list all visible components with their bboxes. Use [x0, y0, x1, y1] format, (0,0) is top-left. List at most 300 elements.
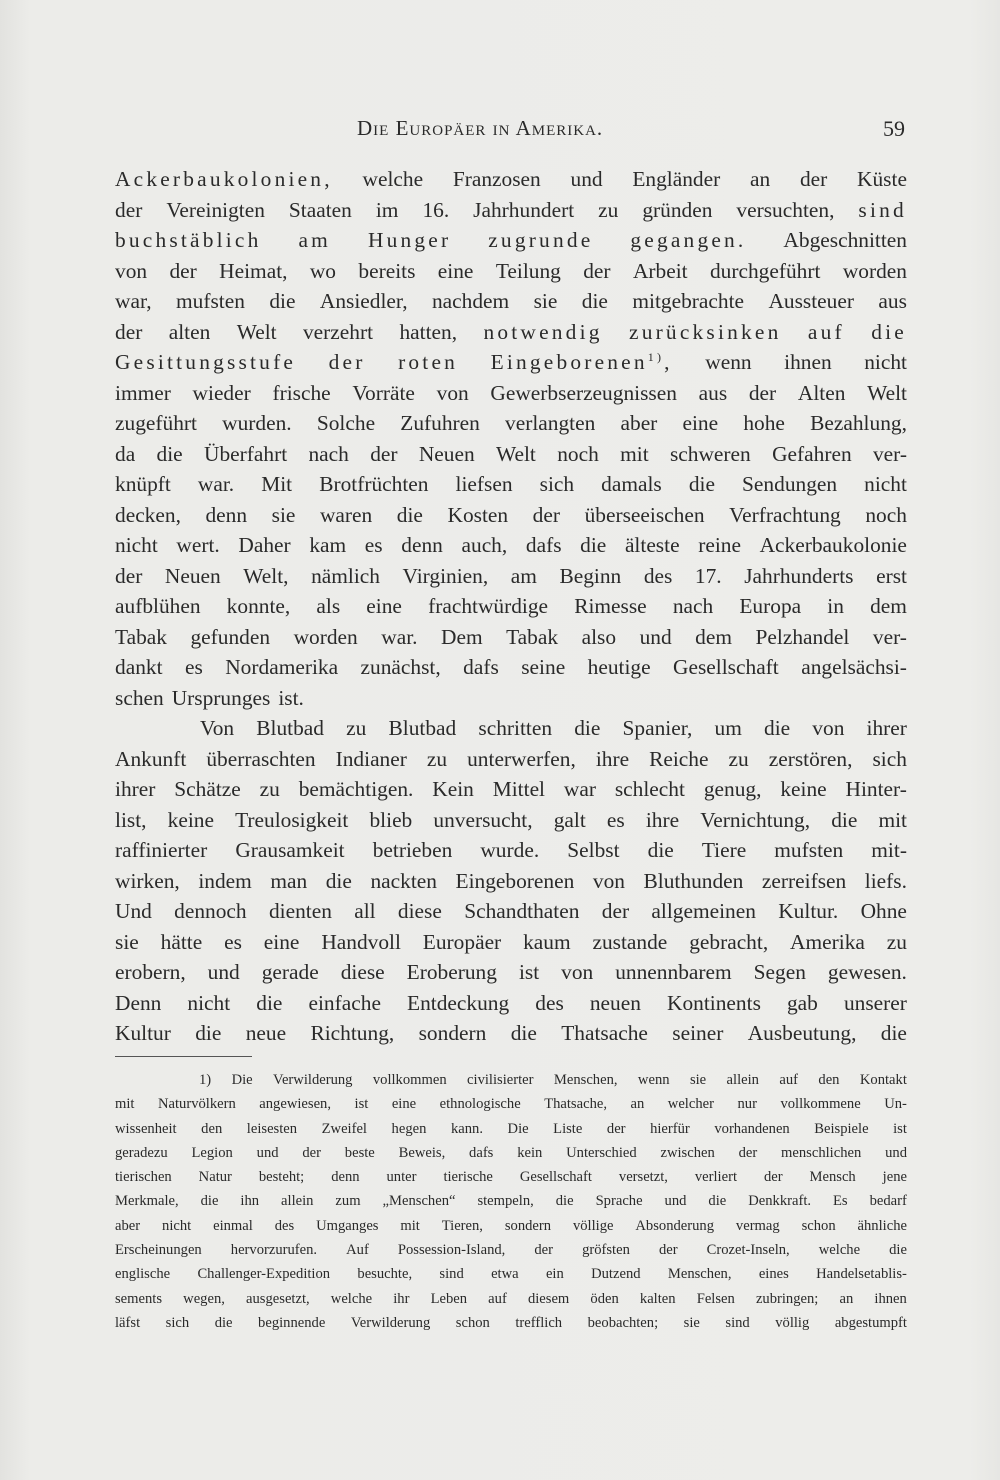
- word: den: [201, 1120, 223, 1137]
- word: vermag: [735, 1217, 780, 1234]
- word: Blutbad: [388, 716, 457, 740]
- word: sich: [872, 746, 907, 771]
- word: Jahrhunderts: [744, 563, 854, 588]
- word: Virginien,: [402, 563, 489, 588]
- word: Vereinigten: [166, 197, 265, 222]
- word: sondern: [504, 1217, 552, 1234]
- word: der: [115, 563, 143, 588]
- word: von: [592, 868, 625, 893]
- word: der: [658, 1242, 678, 1259]
- footnote-line: [115, 1214, 907, 1238]
- word: von: [115, 258, 148, 283]
- word: sie: [271, 502, 296, 527]
- paragraph2-line: [115, 896, 907, 927]
- word: Thatsache: [561, 1021, 648, 1045]
- word: ist.: [278, 685, 304, 710]
- word: sind: [439, 1266, 464, 1283]
- word: nach: [672, 594, 714, 618]
- word: eine: [437, 258, 474, 283]
- paragraph2-line: [115, 774, 907, 805]
- word: auf: [488, 1290, 507, 1307]
- paragraph2-line: [115, 957, 907, 988]
- word: wo: [309, 258, 337, 283]
- paragraph2-line: [115, 835, 907, 866]
- word: Eingeborenen$^{1)}$,: [490, 349, 673, 374]
- word: sind: [725, 1314, 750, 1331]
- word: Solche: [316, 411, 376, 435]
- word: die: [396, 502, 423, 527]
- footnote-line: [115, 1141, 907, 1165]
- paragraph-ackerbaukolonien: [115, 164, 907, 713]
- word: schon: [801, 1217, 836, 1234]
- word: Unterschied: [566, 1144, 637, 1161]
- word: der: [799, 167, 828, 191]
- page-number: 59: [883, 116, 905, 141]
- word: Denkkraft.: [748, 1193, 812, 1210]
- word: Handvoll: [321, 929, 401, 954]
- word: waren: [319, 502, 373, 527]
- word: Ansiedler,: [319, 289, 408, 313]
- word: Heimat,: [219, 258, 288, 283]
- word: menschlichen: [781, 1144, 862, 1161]
- word: es: [606, 807, 625, 832]
- word: blieb: [369, 807, 413, 832]
- word: ihrer: [115, 777, 156, 801]
- word: die: [764, 716, 791, 740]
- paragraph1-line: [115, 591, 907, 622]
- word: eine: [391, 1096, 417, 1113]
- word: knüpft: [115, 472, 171, 496]
- paragraph1-line: [115, 164, 907, 195]
- word: Entdeckung: [407, 990, 510, 1015]
- word: in: [827, 594, 844, 618]
- word: Jahrhundert: [473, 197, 575, 222]
- word: die: [880, 1021, 907, 1045]
- word: noch: [865, 502, 907, 527]
- word: leisesten: [246, 1120, 298, 1137]
- word: schen: [115, 685, 164, 710]
- word: schweren: [669, 441, 751, 466]
- word: Spanier,: [622, 716, 693, 740]
- word: Kontakt: [859, 1072, 907, 1088]
- word: an: [839, 1290, 854, 1307]
- word: der: [169, 258, 197, 283]
- word: Verfrachtung: [729, 502, 841, 527]
- word: nicht: [864, 472, 907, 496]
- word: sich: [539, 472, 575, 496]
- word: zum: [335, 1193, 361, 1210]
- word: wenn: [705, 350, 752, 374]
- word: Teilung: [495, 258, 561, 283]
- word: da: [115, 441, 136, 466]
- word: zurücksinken: [629, 319, 782, 344]
- word: Überfahrt: [204, 441, 288, 466]
- word: die: [580, 533, 607, 557]
- word: Rimesse: [574, 594, 647, 618]
- word: zugrunde: [488, 228, 594, 252]
- word: hervorzurufen.: [230, 1242, 318, 1259]
- word: angewiesen,: [259, 1096, 332, 1113]
- word: Dutzend: [591, 1266, 641, 1283]
- word: dankt: [115, 655, 163, 679]
- word: Neuen: [164, 563, 221, 588]
- page-header: [115, 116, 907, 146]
- word: eines: [758, 1266, 789, 1283]
- word: Erscheinungen: [115, 1242, 202, 1259]
- word: gründen: [642, 197, 713, 222]
- word: mit-: [871, 838, 907, 862]
- word: Possession-Island,: [397, 1242, 506, 1259]
- word: Nordamerika: [225, 655, 339, 679]
- word: die: [831, 807, 858, 832]
- word: Thatsache,: [544, 1096, 607, 1113]
- word: erobern,: [115, 960, 186, 984]
- word: Reiche: [649, 746, 709, 771]
- word: von: [812, 716, 845, 740]
- word: Eingeborenen: [455, 868, 575, 893]
- footnote-line: [115, 1117, 907, 1141]
- word: Segen: [753, 960, 806, 984]
- word: und: [639, 624, 672, 649]
- word: immer: [115, 380, 171, 405]
- word: von: [561, 960, 594, 984]
- word: die: [889, 1242, 907, 1259]
- word: durchgeführt: [709, 258, 821, 283]
- word: der: [532, 502, 560, 527]
- word: sie: [115, 929, 139, 954]
- word: Tiere: [701, 838, 747, 862]
- word: der: [583, 258, 611, 283]
- word: älteste: [624, 533, 680, 557]
- footnote-separator: [115, 1056, 252, 1057]
- word: und: [885, 1144, 907, 1161]
- word: ähnliche: [857, 1217, 907, 1234]
- word: Ackerbaukolonien,: [115, 167, 333, 191]
- word: wurden.: [222, 411, 292, 435]
- word: Ausbeutung,: [747, 1021, 857, 1045]
- word: genug,: [703, 777, 762, 801]
- word: die: [269, 289, 296, 313]
- paragraph1-line: [115, 256, 907, 287]
- word: gerade: [261, 960, 319, 984]
- word: nämlich: [311, 563, 380, 588]
- word: um: [714, 716, 742, 740]
- word: aus: [878, 289, 907, 313]
- word: dem: [695, 624, 732, 649]
- word: also: [581, 624, 617, 649]
- footnote-line: [115, 1189, 907, 1213]
- word: auf: [807, 319, 845, 344]
- word: war,: [115, 289, 152, 313]
- word: Ohne: [860, 899, 907, 923]
- word: tierische: [443, 1169, 493, 1186]
- word: des: [643, 563, 673, 588]
- word: Gesellschaft: [673, 655, 779, 679]
- word: Zufuhren: [400, 411, 480, 435]
- word: war: [563, 777, 596, 801]
- word: einfache: [308, 990, 381, 1015]
- word: vollkommen: [372, 1072, 447, 1088]
- footnote-reference: 1): [647, 349, 665, 364]
- word: Verwilderung: [273, 1072, 353, 1088]
- word: Europäer: [422, 929, 502, 954]
- word: Abgeschnitten: [783, 228, 907, 252]
- footnote-block: [115, 1068, 907, 1335]
- paragraph1-line: [115, 225, 907, 256]
- footnote-line: [115, 1262, 907, 1286]
- word: zwischen: [660, 1144, 715, 1161]
- word: Tabak: [115, 624, 167, 649]
- word: der: [601, 899, 630, 923]
- word: hätte: [160, 929, 203, 954]
- word: man: [270, 868, 308, 893]
- word: gebracht,: [689, 929, 769, 954]
- word: schritten: [478, 716, 553, 740]
- word: ihrer: [866, 716, 907, 740]
- word: nach: [308, 441, 349, 466]
- word: der: [370, 441, 398, 466]
- paragraph2-line: [115, 1018, 907, 1049]
- word: diese: [397, 899, 442, 923]
- word: verzehrt: [302, 319, 374, 344]
- word: dienten: [268, 899, 332, 923]
- word: war.: [381, 624, 418, 649]
- word: die: [581, 289, 608, 313]
- word: denn: [401, 533, 443, 557]
- word: Schandthaten: [464, 899, 580, 923]
- word: bereits: [358, 258, 416, 283]
- paragraph2-line: [115, 744, 907, 775]
- footnote-line: [115, 1165, 907, 1189]
- word: die: [871, 319, 907, 344]
- word: liefsen: [455, 472, 513, 496]
- word: Engländer: [632, 167, 721, 191]
- word: ethnologische: [439, 1096, 521, 1113]
- word: gab: [786, 990, 818, 1015]
- running-title: Die Europäer in Amerika.: [357, 116, 604, 140]
- word: Gefahren: [772, 441, 852, 466]
- word: wert.: [176, 533, 220, 557]
- word: an: [750, 167, 771, 191]
- word: schon: [455, 1314, 490, 1331]
- word: welche: [818, 1242, 861, 1259]
- word: wieder: [192, 380, 251, 405]
- word: Blutbad: [256, 716, 324, 740]
- word: der: [738, 1144, 758, 1161]
- word: sind: [858, 197, 907, 222]
- word: überraschten: [206, 746, 316, 771]
- word: trefflich: [515, 1314, 563, 1331]
- word: worden: [842, 258, 907, 283]
- word: mit: [878, 807, 907, 832]
- word: Staaten: [288, 197, 352, 222]
- word: neue: [245, 1021, 287, 1045]
- word: und: [570, 167, 603, 191]
- word: sie: [533, 289, 558, 313]
- paragraph1-line: [115, 530, 907, 561]
- word: alten: [168, 319, 211, 344]
- word: öden: [590, 1290, 619, 1307]
- word: und: [256, 1144, 279, 1161]
- word: aus: [698, 380, 728, 405]
- word: zu: [426, 746, 448, 771]
- paragraph1-line: [115, 378, 907, 409]
- word: es: [224, 929, 242, 954]
- word: frachtwürdige: [428, 594, 549, 618]
- word: Naturvölkern: [157, 1096, 236, 1113]
- paragraph-blutbad: [115, 713, 907, 1049]
- word: die: [195, 1021, 222, 1045]
- word: Eroberung: [406, 960, 497, 984]
- word: Die: [231, 1072, 253, 1088]
- word: welcher: [667, 1096, 714, 1113]
- word: versuchten,: [736, 197, 835, 222]
- word: welche: [330, 1290, 373, 1307]
- word: frische: [272, 380, 331, 405]
- word: aber: [620, 411, 658, 435]
- word: eine: [263, 929, 300, 954]
- word: allein: [281, 1193, 314, 1210]
- word: zugeführt: [115, 411, 197, 435]
- word: Schätze: [174, 777, 241, 801]
- word: Challenger-Expedition: [197, 1266, 331, 1283]
- word: Und: [115, 899, 152, 923]
- word: angelsächsi-: [801, 655, 907, 679]
- footnote-line: [115, 1092, 907, 1116]
- word: nicht: [864, 350, 907, 374]
- word: der: [115, 197, 143, 222]
- word: wissenheit: [115, 1120, 177, 1137]
- word: kam: [309, 533, 347, 557]
- word: sich: [165, 1314, 190, 1331]
- word: verlangten: [505, 411, 596, 435]
- paragraph2-line: [115, 988, 907, 1019]
- word: am: [510, 563, 537, 588]
- word: welche: [362, 167, 424, 191]
- word: bedarf: [869, 1193, 907, 1210]
- word: zerreifsen: [761, 868, 847, 893]
- word: Vorräte: [352, 380, 415, 405]
- word: denn: [205, 502, 248, 527]
- word: Sprache: [595, 1193, 643, 1210]
- word: ihnen: [784, 350, 832, 374]
- word: Sendungen: [742, 472, 838, 496]
- word: der: [328, 350, 366, 374]
- word: 17.: [694, 563, 722, 588]
- paragraph1-line: [115, 195, 907, 226]
- word: dafs: [463, 655, 499, 679]
- word: dafs: [469, 1144, 494, 1161]
- word: Gesellschaft: [519, 1169, 592, 1186]
- word: notwendig: [483, 319, 603, 344]
- word: ihnen: [874, 1290, 907, 1307]
- word: des: [274, 1217, 295, 1234]
- word: Küste: [857, 167, 907, 191]
- word: zustande: [592, 929, 668, 954]
- word: nicht: [162, 1217, 192, 1234]
- word: hohe: [743, 411, 785, 435]
- word: auch,: [461, 533, 508, 557]
- word: überseeischen: [584, 502, 705, 527]
- word: Ursprunges: [171, 685, 271, 710]
- word: und: [664, 1193, 687, 1210]
- word: Zweifel: [321, 1120, 367, 1137]
- word: nicht: [115, 533, 158, 557]
- word: Vernichtung,: [700, 807, 811, 832]
- word: Ackerbaukolonie: [759, 533, 907, 557]
- word: Natur: [198, 1169, 232, 1186]
- word: Handelsetablis-: [816, 1266, 907, 1283]
- word: Aussteuer: [768, 289, 854, 313]
- word: galt: [553, 807, 586, 832]
- word: Hinter-: [845, 777, 907, 801]
- word: der: [302, 1144, 321, 1161]
- word: decken,: [115, 502, 181, 527]
- word: neuen: [589, 990, 641, 1015]
- word: war.: [197, 472, 235, 496]
- word: Grausamkeit: [235, 838, 345, 862]
- word: unversucht,: [433, 807, 533, 832]
- word: civilisierter: [467, 1072, 534, 1088]
- word: stempeln,: [477, 1193, 534, 1210]
- word: aber: [115, 1217, 141, 1234]
- word: läfst: [115, 1314, 141, 1331]
- word: vorhandenen: [714, 1120, 790, 1137]
- word: reine: [698, 533, 741, 557]
- word: etwa: [491, 1266, 519, 1283]
- word: besteht;: [258, 1169, 305, 1186]
- word: ein: [545, 1266, 564, 1283]
- word: unterwerfen,: [467, 746, 576, 771]
- word: Daher: [238, 533, 291, 557]
- word: die: [688, 472, 715, 496]
- paragraph1-line: [115, 652, 907, 683]
- word: betrieben: [372, 838, 453, 862]
- word: den: [818, 1072, 840, 1088]
- word: dafs: [525, 533, 562, 557]
- footnote-line: [115, 1311, 907, 1335]
- word: mufsten: [774, 838, 844, 862]
- word: ihn: [240, 1193, 260, 1210]
- paragraph1-line: [115, 439, 907, 470]
- word: keine: [780, 777, 827, 801]
- word: hierfür: [650, 1120, 690, 1137]
- word: der: [748, 380, 777, 405]
- word: Verwilderung: [350, 1314, 431, 1331]
- word: aufblühen: [115, 594, 201, 618]
- paragraph2-line: [115, 927, 907, 958]
- word: Hunger: [367, 228, 452, 252]
- word: Treulosigkeit: [235, 807, 349, 832]
- word: Es: [833, 1193, 848, 1210]
- word: der: [763, 1169, 783, 1186]
- word: beste: [344, 1144, 375, 1161]
- word: die: [325, 868, 352, 893]
- word: Welt: [236, 319, 277, 344]
- word: Amerika: [790, 929, 865, 954]
- word: Bluthunden: [643, 868, 744, 893]
- word: list,: [115, 807, 147, 832]
- word: im: [375, 197, 399, 222]
- word: indem: [198, 868, 252, 893]
- word: Mit: [261, 472, 293, 496]
- word: der: [115, 319, 143, 344]
- word: Gesittungsstufe: [115, 350, 297, 374]
- paragraph1-line: [115, 317, 907, 348]
- word: sements: [115, 1290, 163, 1307]
- word: Beispiele: [814, 1120, 869, 1137]
- word: gegangen.: [630, 228, 747, 252]
